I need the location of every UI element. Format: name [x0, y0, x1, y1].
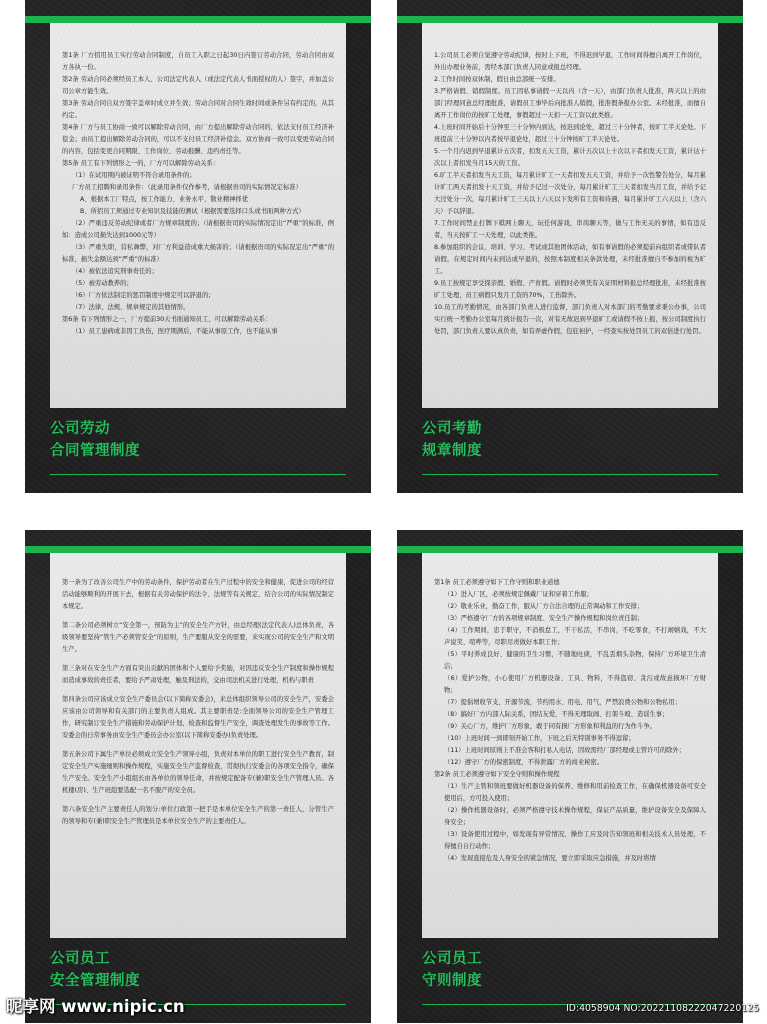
paragraph: 9.员工按规定享受探亲假、婚假、产育假。请假时必须凭有关证明材料报总经理批准，未经批准按旷工处理，员工病假只发月工资的70%，工伤除外。 — [434, 280, 706, 299]
paragraph: 6.旷工半天者扣发当天工资，每月累计旷工一天者扣发五天工资，并给予一次性警告处分，每月累计旷工两天者扣发十天工资，并给予记过一次处分，每月累计旷工三天者扣发当月工资，并给予记大过处分一次，每月累计旷工三天以上六天以下发所有工资和待遇，每月累计旷工六天以上（含六天）予以辞退。 — [434, 172, 706, 215]
paragraph: （2）敬业乐业，勤奋工作，服从厂方合法合理的正常调动和工作安排； — [444, 603, 644, 610]
paragraph: （4）发现直接危及人身安全的紧急情况，要立即采取应急措施，并及时将情 — [444, 855, 656, 862]
panel-title-line: 公司考勤 — [422, 421, 482, 437]
paragraph: 1.公司员工必须自觉遵守劳动纪律，按时上下班，不得迟到早退，工作时间得擅自离开工作岗位，外出办理业务前，需经本部门负责人同意或报总经理。 — [434, 52, 706, 71]
paragraph: 第3条 劳动合同自双方签字盖章时成立并生效；劳动合同对合同生效时间或条件另有约定的，从其约定。 — [62, 100, 334, 119]
panel-top-accent-bar — [397, 16, 743, 23]
paragraph: （5）被劳动教养的； — [72, 280, 133, 287]
paragraph: 第四条公司应该成立安全生产委员会(以下简称安委会)，来总体组织领导公司的安全生产，安委会应该由公司领导和有关部门的主要负责人组成。其主要职责是:全面领导公司的安全生产管理工作，研究制订安全生产措施和劳动保护计划，检查和监督生产安全，调查处理发生的事故等工作。安委会的日常事务由安全生产委员会办公室(以下简称安委办)负责处理。 — [62, 696, 334, 739]
panel-title — [50, 418, 140, 462]
paragraph: 7.工作时间禁止打牌下棋网上聊天，玩任何游戏，串岗聊天等，做与工作无关的事情，如有违反者，当天按旷工一天处理，以此类推。 — [434, 220, 706, 239]
panel-top-accent-bar — [25, 546, 371, 553]
paragraph: 4.上班时间开始后十分钟至三十分钟内到达，按迟到论处，超过三十分钟者，按旷工半天论处。下班提前三十分钟以内者按早退论处，超过三十分钟按旷工半天论处。 — [434, 124, 706, 143]
document-sheet — [422, 553, 718, 938]
paragraph: （7）提倡增收节支，开源节流，节约用水、用电、用气，严禁浪费公物和公物私用； — [444, 699, 681, 706]
paragraph: 第4条 厂方与员工协商一致可以解除劳动合同，由厂方提出解除劳动合同的，依法支付员工经济补偿金；由员工提出解除劳动合同的，可以不支付员工经济补偿金。双方协商一致可以变更劳动合同的内容，包括变更合同期限、工作岗位、劳动报酬、违约责任等。 — [62, 124, 334, 155]
paragraph: （1）生产主管和领班要做好机器设备的保养、维修和用前检查工作，在确保机器设备可安全使用后，方可投入使用； — [444, 783, 706, 802]
paragraph: 第二条公司必须树立“安全第一，预防为主”的安全生产方针，由总经理(法定代表人)总体负责，各级领导要坚持“管生产必须管安全”的原则，生产要服从安全的需要，来实现公司的安全生产和文明生产。 — [62, 622, 334, 653]
paragraph: （1）员工患病或非因工负伤，医疗期满后，不能从事原工作，也不能从事 — [72, 328, 278, 335]
panel-title-line: 公司员工 — [422, 951, 482, 967]
paragraph: （3）严格遵守厂方的各项规章制度、安全生产操作规程和岗位责任制； — [444, 615, 644, 622]
panel-title — [422, 418, 482, 462]
watermark-logo: 昵享网 www.nipic.cn — [6, 997, 185, 1016]
panel-title-line: 公司员工 — [50, 951, 110, 967]
paragraph: （11）上班时间原则上不准会客和打私人电话，因故需经厂部经理或主管许可的除外； — [444, 747, 685, 754]
paragraph: （6）爱护公物，小心使用厂方机器设备、工具、物料，不得盗窃、贪污或故意损坏厂方财物； — [444, 675, 706, 694]
paragraph: （3）设备使用过程中，如发现有异常情况，操作工应及时告知领班和相关技术人员处理，不得擅自自行动作； — [444, 831, 706, 850]
paragraph: 2.工作时间按双休制，假日由总部统一安排。 — [434, 76, 560, 83]
paragraph: A、根据本工厂特点，按工作能力、业务水平、敬业精神择优 — [80, 196, 249, 203]
panel-title-line: 守则制度 — [422, 973, 482, 989]
paragraph: （9）关心厂方，维护厂方形象，敢于同有损厂方形象和利益的行为作斗争。 — [444, 723, 656, 730]
paragraph: （2）操作机器设备时，必须严格遵守技术操作规程，保证产品质量，维护设备安全及保障人身安全； — [444, 807, 706, 826]
paragraph: 5.一个月内迟到早退累计五次者，扣发五天工资，累计五次以上十次以下者扣发天工资，累计达十次以上者扣发当月15天的工资。 — [434, 148, 706, 167]
paragraph: （5）平时养成良好、健康的卫生习惯，不随地吐痰，不乱丢烟头杂物，保持厂方环境卫生清洁； — [444, 651, 706, 670]
paragraph: （10）上班时间一到即刻开始工作，下班之后无特别事务不得逗留； — [444, 735, 635, 742]
paragraph: 第5条 员工有下列情形之一的，厂方可以解除劳动关系： — [62, 160, 220, 167]
paragraph: 第1条 员工必须遵守如下工作守则和职业道德 — [434, 579, 560, 586]
paragraph: （7）法律、法规、规章规定的其他情形。 — [72, 304, 190, 311]
paragraph: （1）进入厂区，必须按规定佩戴厂证和穿着工作服； — [444, 591, 593, 598]
attendance-rules-panel — [397, 0, 743, 493]
panel-bottom-divider — [50, 474, 346, 475]
paragraph: 第2条 员工必须遵守如下安全守则和操作规程 — [434, 771, 560, 778]
panel-title-line: 公司劳动 — [50, 421, 110, 437]
panel-title-line: 安全管理制度 — [50, 973, 140, 989]
panel-top-accent-bar — [25, 16, 371, 23]
employee-code-panel — [397, 530, 743, 1023]
safety-management-panel — [25, 530, 371, 1023]
paragraph: （2）严重违反劳动纪律或者厂方规章制度的；（请根据贵司的实际情况定出“严重”的标准，例如：造成公司损失达到1000元等） — [62, 220, 334, 239]
paragraph: 第三条对在安全生产方面有突出贡献的团体和个人要给予奖励，对因违反安全生产制度和操作规程而造成事故的责任者，要给予严肃处理，触及刑法的，交由司法机关进行处理，机构与职责 — [62, 665, 334, 684]
paragraph: （3）严重失职，营私舞弊，对厂方利益造成重大损害的；（请根据贵司的实际况定出“严重”的标准，损失金额达到“严重”的标准） — [62, 244, 334, 263]
paragraph: （4）工作期间，忠于职守，不消极怠工，不干私活，不串岗，不吃零食，不打闹嬉戏，不大声说笑、喧哗等，尽职尽责做好本职工作； — [444, 627, 706, 646]
paragraph: （12）遵守厂方的保密制度，不得泄露厂方的商业秘密。 — [444, 759, 604, 766]
panel-title — [50, 948, 140, 992]
panel-title-line: 规章制度 — [422, 443, 482, 459]
paragraph: 10.员工的考勤情况，由各部门负责人进行监督，部门负责人对本部门的考勤要求秉公办事，公司实行统一考勤办公室每月统计报告一次，对有无故迟到早退旷工或请假不按上报，按公司制度执行处罚，部门负责人要认真负责，如有弄虚作假，包庇袒护，一经查实按处罚员工的双倍进行处罚。 — [434, 304, 706, 335]
paragraph: 第2条 劳动合同必须经员工本人、公司法定代表人（或法定代表人书面授权的人）签字，并加盖公司公章方能生效。 — [62, 76, 334, 95]
paragraph: 3.严格请假、销假制度。员工因私事请假一天以内（含一天），由部门负责人批准，两天以上的由部门经理同意总经理批准，请假员工事毕后向批准人销假，批准假条报办公室。未经批准，而擅自离开工作岗位的按旷工处理，事假超过一天扣一天工资以此类推。 — [434, 88, 706, 119]
watermark-credit: ID:4058904 NO:20221108222047220125 — [566, 1003, 759, 1014]
paragraph: 厂方员工招聘和录用条件：（此录用条件仅作参考，请根据贵司的实际情况定标准） — [72, 184, 302, 191]
labor-contract-panel — [25, 0, 371, 493]
paragraph: 8.参加组织的会议、培训、学习、考试或其他团体活动，如有事请假的必须提前向组织者或带队者请假，在规定时间内未到达或早退的，按照本制度相关条款处理，未经批准擅自不参加的视为旷工。 — [434, 244, 706, 275]
paragraph: （6）厂方依法制定的惩罚制度中规定可以辞退的； — [72, 292, 215, 299]
panel-top-accent-bar — [397, 546, 743, 553]
paragraph: （1）在试用期内被证明不符合录用条件的； — [72, 172, 196, 179]
paragraph: 第一条为了改善公司生产中的劳动条件，保护劳动者在生产过程中的安全和健康，促进公司的经营活动能够顺利的开展下去，根据有关劳动保护的法令、法规等有关规定，结合公司的实际情况制定本规定。 — [62, 579, 334, 610]
panel-bottom-divider — [422, 474, 718, 475]
paragraph: 第六条安全生产主要责任人的划分:单位行政第一把手是本单位安全生产的第一责任人，分管生产的领导和专(兼)职安全生产管理员是本单位安全生产的主要责任人。 — [62, 806, 334, 825]
paragraph: （4）被依法追究刑事责任的； — [72, 268, 158, 275]
document-sheet — [50, 553, 346, 938]
panel-title — [422, 948, 482, 992]
panel-title-line: 合同管理制度 — [50, 443, 140, 459]
paragraph: 第6条 有下列情形之一，厂方提前30天书面通知员工，可以解除劳动关系： — [62, 316, 272, 323]
paragraph: B、所招员工须通过专业知识及技能的测试（根据需要选择口头或书面两种方式） — [80, 208, 305, 215]
paragraph: （8）搞好厂方内部人际关系，团结友爱，不得无理取闹、打架斗殴、造谣生事； — [444, 711, 669, 718]
paragraph: 第1条 厂方招用员工实行劳动合同制度，自员工入职之日起30日内签订劳动合同，劳动合同由双方各执一份。 — [62, 52, 334, 71]
paragraph: 第五条公司下属生产单位必须成立安全生产领导小组，负责对本单位的职工进行安全生产教育，制定安全生产实施细则和操作规程，实施安全生产监督检查，贯彻执行安委会的各项安全指令，确保生产安全。安全生产小组组长由各单位的领导任命，并按规定配备专(兼)职安全生产管理人员。各机楼(房)、生产班组要选配一名不脱产的安全员。 — [62, 751, 334, 794]
document-sheet — [50, 23, 346, 408]
document-sheet — [422, 23, 718, 408]
